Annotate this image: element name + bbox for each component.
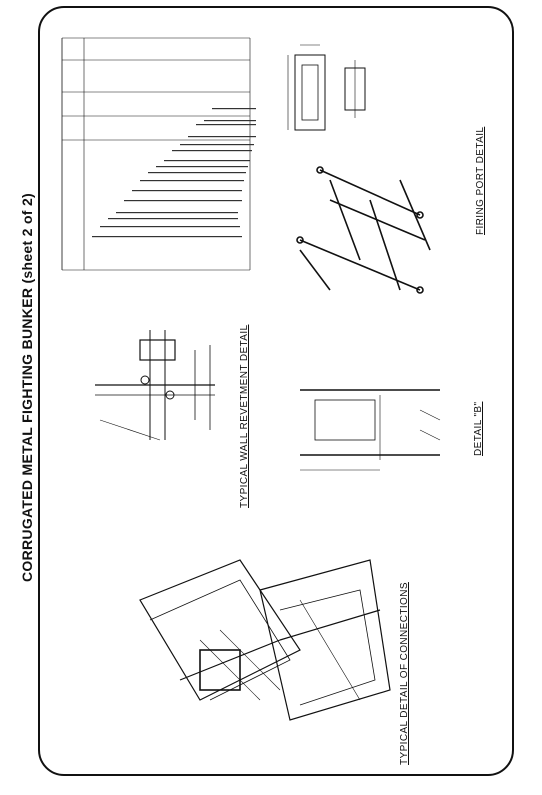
firing-port-side-view [345, 60, 365, 118]
caption-typical-detail-of-connections: TYPICAL DETAIL OF CONNECTIONS [399, 582, 410, 765]
wall-revetment-detail [95, 330, 215, 440]
connections-detail [140, 560, 390, 720]
caption-firing-port-detail: FIRING PORT DETAIL [475, 126, 486, 235]
detail-b-section [300, 390, 440, 470]
firing-port-frame [297, 167, 430, 293]
sheet-title: CORRUGATED METAL FIGHTING BUNKER (sheet 2 of 2) [19, 193, 35, 582]
firing-port-front-view [288, 45, 325, 130]
caption-detail-b: DETAIL "B" [473, 401, 484, 456]
bill-of-materials-table [62, 38, 256, 270]
caption-typical-wall-revetment-detail: TYPICAL WALL REVETMENT DETAIL [239, 324, 250, 508]
